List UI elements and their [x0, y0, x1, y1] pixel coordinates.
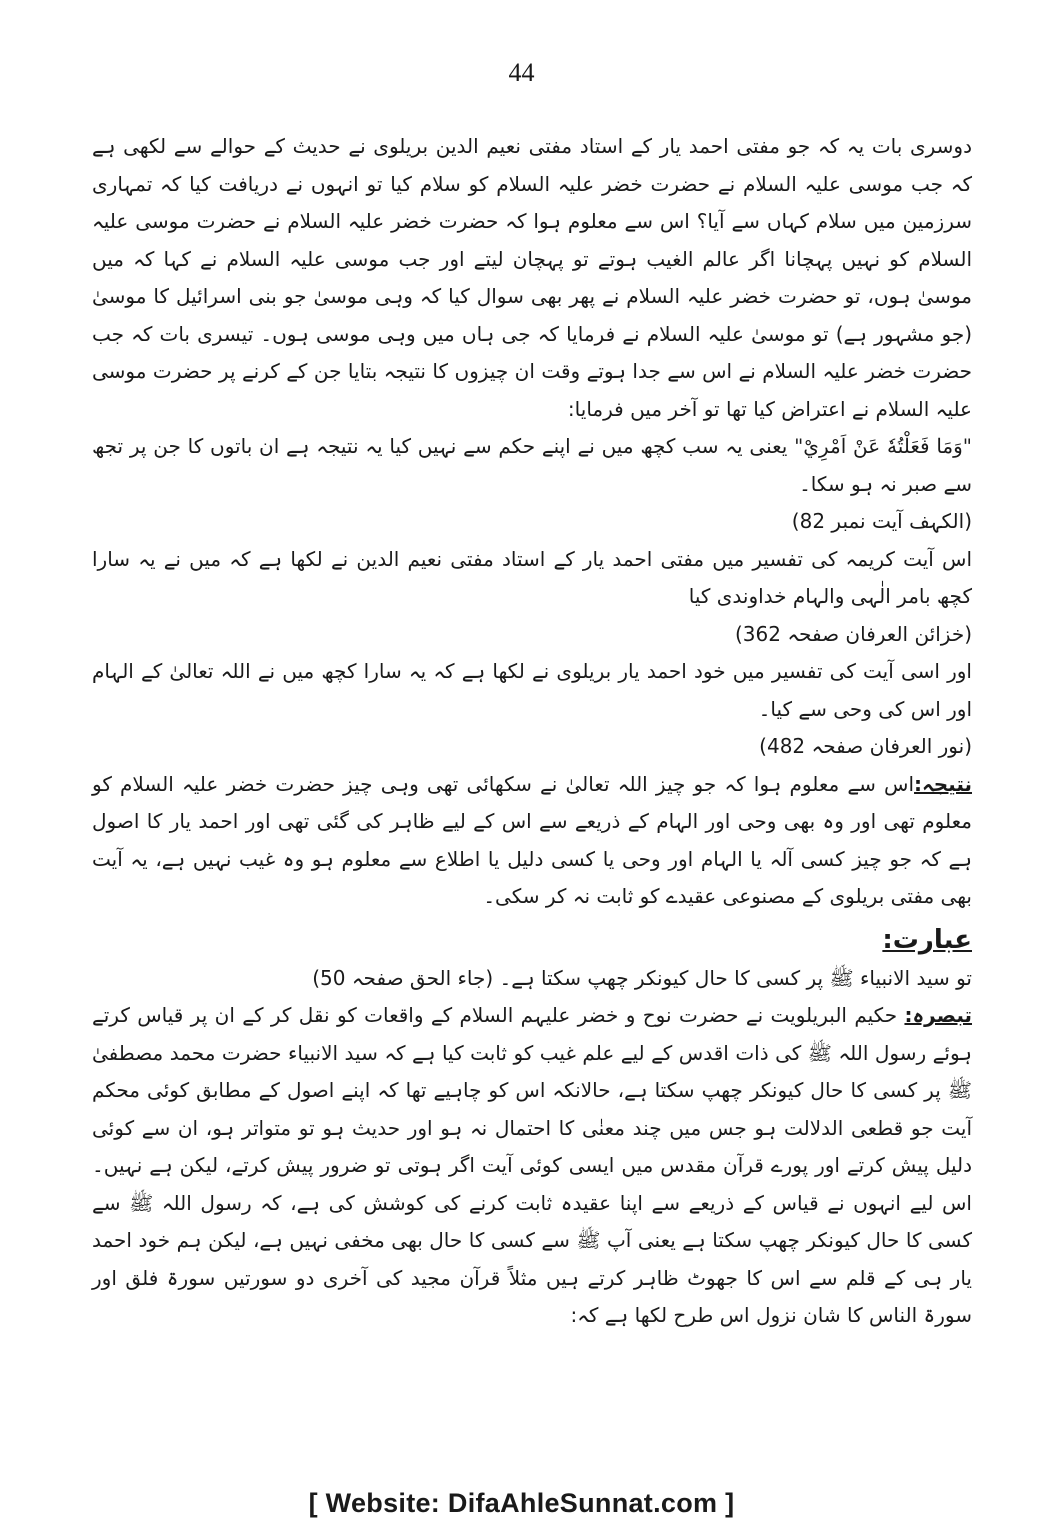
paragraph-2 [92, 428, 972, 503]
paragraph-comment [92, 997, 972, 1335]
comment-label: تبصرہ: [904, 1003, 972, 1027]
comment-text: حکیم البریلویت نے حضرت نوح و خضر علیہم السلام کے واقعات کو نقل کر کے ان پر قیاس کرتے ہوئے رسول اللہ ﷺ کی ذات اقدس کے لیے علم غیب کو ثابت کیا ہے کہ سید الانبیاء حضرت محمد مصطفیٰ ﷺ پر کسی کا حال کیونکر چھپ سکتا ہے، حالانکہ اس کو چاہیے تھا کہ اپنے اصول کے مطابق کوئی محکم آیت جو قطعی الدلالت ہو جس میں چند معنٰی کا احتمال نہ ہو اور حدیث ہو تو متواتر ہو، ان سے کوئی دلیل پیش کرتے اور پورے قرآن مقدس میں ایسی کوئی آیت اگر ہوتی تو ضرور پیش کرتے، لیکن ہے نہیں۔ اس لیے انہوں نے قیاس کے ذریعے سے اپنا عقیدہ ثابت کرنے کی کوشش کی ہے، کہ رسول اللہ ﷺ سے کسی کا حال کیونکر چھپ سکتا ہے یعنی آپ ﷺ سے کسی کا حال بھی مخفی نہیں ہے، لیکن ہم خود احمد یار ہی کے قلم سے اس کا جھوٹ ظاہر کرتے ہیں مثلاً قرآن مجید کی آخری دو سورتیں سورۃ فلق اور سورۃ الناس کا شان نزول اس طرح لکھا ہے کہ: [92, 1003, 972, 1327]
reference-khazain: (خزائن العرفان صفحہ 362) [734, 621, 972, 646]
reference-noor: (نور العرفان صفحہ 482) [759, 734, 972, 758]
paragraph-3: اس آیت کریمہ کی تفسیر میں مفتی احمد یار کے استاد مفتی نعیم الدین نے لکھا ہے کہ میں نے یہ سارا کچھ بامر الٰہی والہام خداوندی کیا [92, 546, 972, 608]
quote-translation: یعنی یہ سب کچھ میں نے اپنے حکم سے نہیں کیا یہ نتیجہ ہے ان باتوں کا جن پر تجھ سے صبر نہ ہو سکا۔ [92, 434, 972, 496]
quran-quote: "وَمَا فَعَلْتُهٗ عَنْ اَمْرِيْ" [794, 434, 973, 458]
page-body [92, 128, 972, 1335]
paragraph-result [92, 766, 972, 916]
reference-kahf: (الکہف آیت نمبر 82) [791, 509, 972, 533]
paragraph-4: اور اسی آیت کی تفسیر میں خود احمد یار بریلوی نے لکھا ہے کہ یہ سارا کچھ میں نے اللہ تعالیٰ کے الہام اور اس کی وحی سے کیا۔ [92, 659, 972, 721]
result-text: اس سے معلوم ہوا کہ جو چیز اللہ تعالیٰ نے سکھائی تھی وہی چیز حضرت خضر علیہ السلام کو معلوم تھی اور وہ بھی وحی اور الہام کے ذریعے سے اس کے لیے ظاہر کی گئی تھی اور احمد یار کا اصول ہے کہ جو چیز کسی آلہ یا الہام اور وحی یا کسی دلیل یا اطلاع سے معلوم ہو وہ غیب نہیں ہے، یہ آیت بھی مفتی بریلوی کے مصنوعی عقیدے کو ثابت نہ کر سکی۔ [92, 771, 972, 908]
page-number: 44 [508, 58, 535, 87]
section-heading: عبارت: [882, 924, 972, 955]
paragraph-quote: تو سید الانبیاء ﷺ پر کسی کا حال کیونکر چھپ سکتا ہے۔ (جاء الحق صفحہ 50) [312, 965, 972, 990]
website-footer: [ Website: DifaAhleSunnat.com ] [308, 1488, 735, 1518]
result-label: نتیجہ: [914, 771, 972, 796]
paragraph-1: دوسری بات یہ کہ جو مفتی احمد یار کے استاد مفتی نعیم الدین بریلوی نے حدیث کے حوالے سے لکھی ہے کہ جب موسی علیہ السلام نے حضرت خضر علیہ السلام کو سلام کیا تو انہوں نے دریافت کیا کہ تمہاری سرزمین میں سلام کہاں سے آیا؟ اس سے معلوم ہوا کہ حضرت خضر علیہ السلام نے حضرت موسی علیہ السلام کو نہیں پہچانا اگر عالم الغیب ہوتے تو پہچان لیتے اور جب موسی علیہ السلام نے کہا کہ میں موسیٰ ہوں، تو حضرت خضر علیہ السلام نے پھر بھی سوال کیا کہ وہی موسیٰ جو بنی اسرائیل کا موسیٰ (جو مشہور ہے) تو موسیٰ علیہ السلام نے فرمایا کہ جی ہاں میں وہی موسی ہوں۔ تیسری بات کہ جب حضرت خضر علیہ السلام نے اس سے جدا ہوتے وقت ان چیزوں کا نتیجہ بتایا جن کے کرنے پر حضرت موسی علیہ السلام نے اعتراض کیا تھا تو آخر میں فرمایا: [92, 134, 972, 421]
